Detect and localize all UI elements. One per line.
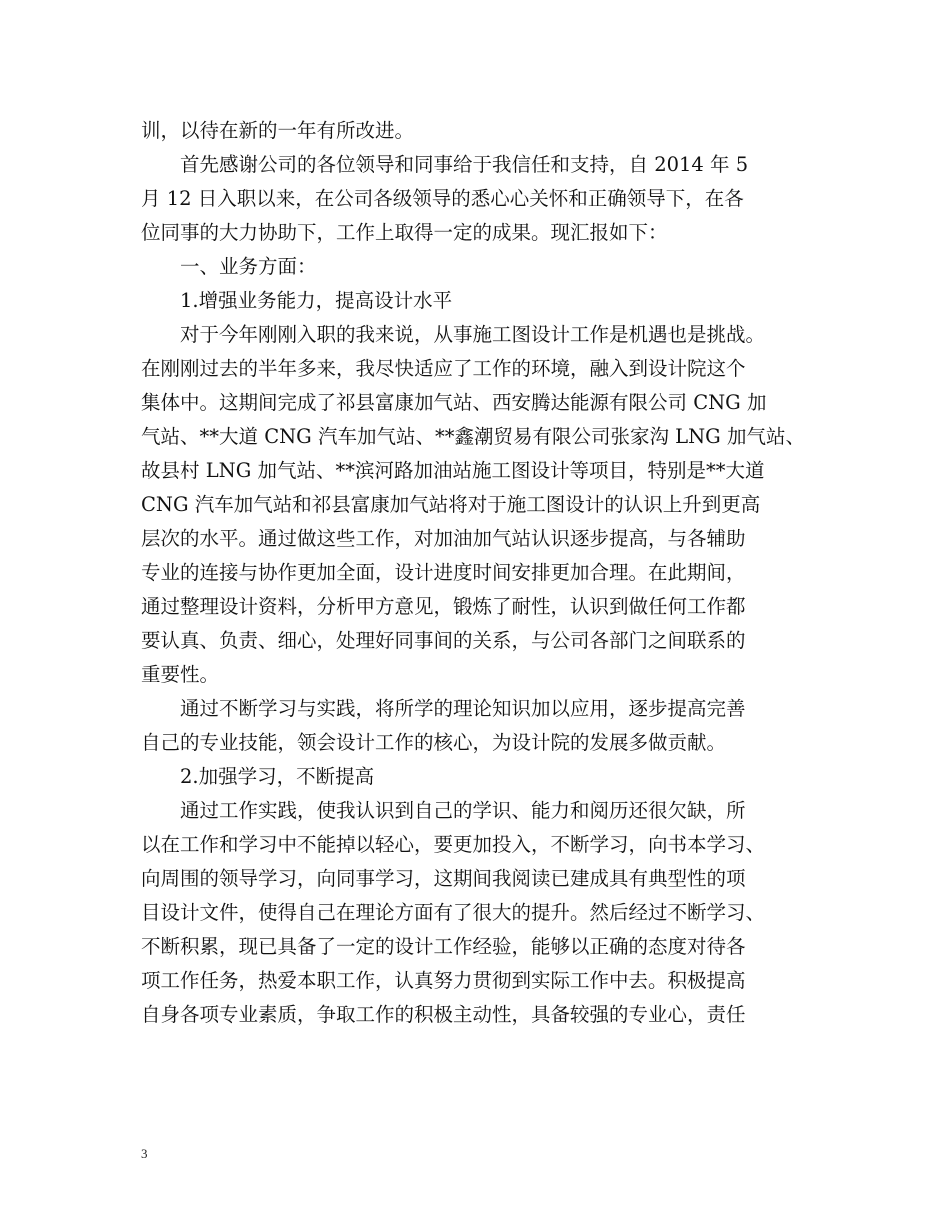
text-line: 首先感谢公司的各位领导和同事给于我信任和支持，自 2014 年 5	[180, 153, 749, 176]
text-line: 要认真、负责、细心，处理好同事间的关系，与公司各部门之间联系的	[141, 629, 746, 652]
text-line: 通过工作实践，使我认识到自己的学识、能力和阅历还很欠缺，所	[180, 799, 746, 822]
text-line: 训，以待在新的一年有所改进。	[141, 119, 415, 142]
text-line: 目设计文件，使得自己在理论方面有了很大的提升。然后经过不断学习、	[141, 901, 766, 924]
subsection-heading: 1.增强业务能力，提高设计水平	[180, 289, 453, 312]
page-number: 3	[141, 1146, 148, 1161]
text-line: 对于今年刚刚入职的我来说，从事施工图设计工作是机遇也是挑战。	[180, 323, 766, 346]
text-line: 项工作任务，热爱本职工作，认真努力贯彻到实际工作中去。积极提高	[141, 969, 746, 992]
section-heading: 一、业务方面：	[180, 255, 317, 278]
text-line: CNG 汽车加气站和祁县富康加气站将对于施工图设计的认识上升到更高	[141, 493, 761, 516]
text-line: 自身各项专业素质，争取工作的积极主动性，具备较强的专业心，责任	[141, 1003, 746, 1026]
text-line: 重要性。	[141, 663, 220, 686]
text-line: 月 12 日入职以来，在公司各级领导的悉心心关怀和正确领导下，在各	[141, 187, 744, 210]
text-line: 不断积累，现已具备了一定的设计工作经验，能够以正确的态度对待各	[141, 935, 746, 958]
subsection-heading: 2.加强学习，不断提高	[180, 765, 375, 788]
text-line: 向周围的领导学习，向同事学习，这期间我阅读已建成具有典型性的项	[141, 867, 746, 890]
text-line: 气站、**大道 CNG 汽车加气站、**鑫潮贸易有限公司张家沟 LNG 加气站、	[141, 425, 805, 448]
text-line: 层次的水平。通过做这些工作，对加油加气站认识逐步提高，与各辅助	[141, 527, 746, 550]
text-line: 位同事的大力协助下，工作上取得一定的成果。现汇报如下：	[141, 221, 668, 244]
text-line: 专业的连接与协作更加全面，设计进度时间安排更加合理。在此期间，	[141, 561, 746, 584]
text-line: 故县村 LNG 加气站、**滨河路加油站施工图设计等项目，特别是**大道	[141, 459, 765, 482]
body-text	[141, 114, 831, 1032]
text-line: 集体中。这期间完成了祁县富康加气站、西安腾达能源有限公司 CNG 加	[141, 391, 767, 414]
text-line: 在刚刚过去的半年多来，我尽快适应了工作的环境，融入到设计院这个	[141, 357, 746, 380]
text-line: 自己的专业技能，领会设计工作的核心，为设计院的发展多做贡献。	[141, 731, 727, 754]
text-line: 通过不断学习与实践，将所学的理论知识加以应用，逐步提高完善	[180, 697, 746, 720]
text-line: 通过整理设计资料，分析甲方意见，锻炼了耐性，认识到做任何工作都	[141, 595, 746, 618]
text-line: 以在工作和学习中不能掉以轻心，要更加投入，不断学习，向书本学习、	[141, 833, 766, 856]
